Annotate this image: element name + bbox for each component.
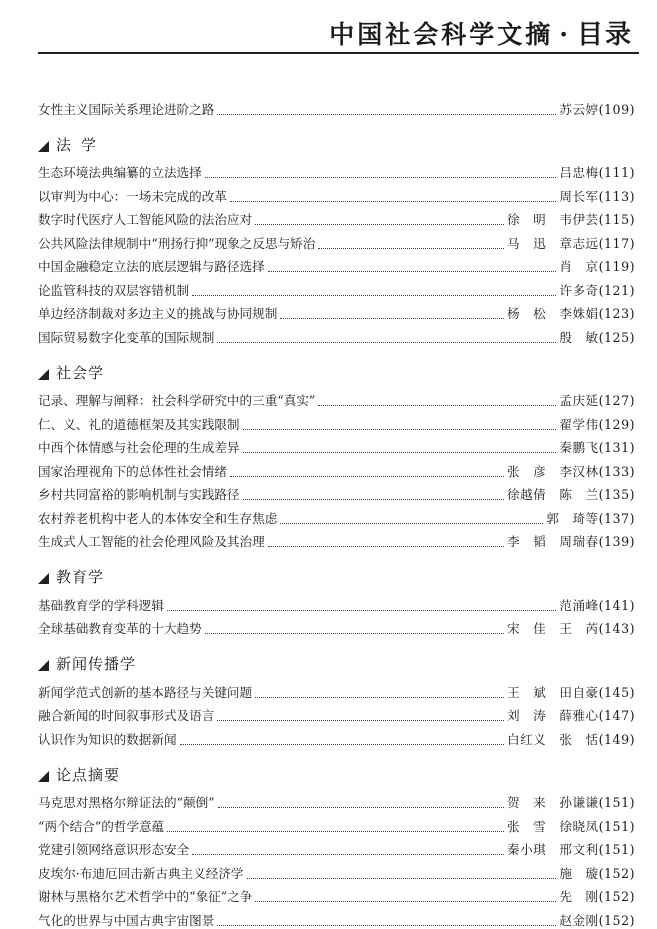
entry-title: 公共风险法律规制中“刑扬行抑”现象之反思与矫治 xyxy=(38,235,316,251)
toc-entry[interactable] xyxy=(38,158,635,182)
entry-page: (133) xyxy=(598,463,635,479)
leader-dots xyxy=(217,719,504,721)
entry-author: 徐 明 韦伊芸 xyxy=(506,212,599,227)
entry-author: 李 韬 周瑞春 xyxy=(506,534,599,549)
entry-page: (129) xyxy=(598,416,635,432)
entry-author: 宋 佳 王 芮 xyxy=(506,621,599,636)
leader-dots xyxy=(255,696,504,698)
section-name: 法学 xyxy=(56,135,107,154)
section-name: 论点摘要 xyxy=(56,765,121,784)
leader-dots xyxy=(255,223,504,225)
entry-author: 徐越倩 陈 兰 xyxy=(506,487,599,502)
toc-entry[interactable] xyxy=(38,94,635,118)
leader-dots xyxy=(205,176,557,178)
entry-author-page xyxy=(559,102,635,118)
toc-entry[interactable] xyxy=(38,858,635,882)
entry-author: 秦小琪 邢文利 xyxy=(506,842,599,857)
section-name: 社会学 xyxy=(56,363,105,382)
entry-author-page xyxy=(507,732,635,748)
toc-entry[interactable] xyxy=(38,433,635,457)
entry-page: (152) xyxy=(598,865,635,881)
entry-author: 周长军 xyxy=(559,188,599,204)
toc-entry[interactable] xyxy=(38,882,635,906)
entry-page: (143) xyxy=(598,621,635,636)
entry-title: 单边经济制裁对多边主义的挑战与协同规制 xyxy=(38,306,278,321)
entry-title: 全球基础教育变革的十大趋势 xyxy=(38,621,202,636)
triangle-marker-icon xyxy=(38,573,49,584)
leader-dots xyxy=(180,743,504,745)
entry-author-page xyxy=(507,842,635,858)
journal-name: 中国社会科学文摘 xyxy=(329,20,554,49)
entry-page: (151) xyxy=(598,818,635,834)
toc-entry[interactable] xyxy=(38,724,635,748)
header-rule xyxy=(38,52,639,54)
leader-dots xyxy=(192,294,556,296)
section-heading xyxy=(38,754,635,788)
entry-author-page xyxy=(559,165,635,181)
toc-entry[interactable] xyxy=(38,788,635,812)
toc-entry[interactable] xyxy=(38,677,635,701)
leader-dots xyxy=(255,900,556,902)
toc-entry[interactable] xyxy=(38,181,635,205)
toc-entry[interactable] xyxy=(38,275,635,299)
entry-title: 皮埃尔·布迪厄回击新古典主义经济学 xyxy=(38,865,244,881)
entry-author: 苏云婷 xyxy=(559,101,599,117)
header-separator: · xyxy=(559,20,571,49)
entry-page: (117) xyxy=(598,235,635,251)
entry-title: 仁、义、礼的道德框架及其实践限制 xyxy=(38,416,240,432)
entry-author: 白红义 张 恬 xyxy=(506,731,599,747)
entry-page: (145) xyxy=(598,684,635,700)
entry-page: (125) xyxy=(598,329,635,345)
entry-author-page xyxy=(507,306,635,322)
entry-page: (123) xyxy=(598,306,635,321)
leader-dots xyxy=(280,522,543,524)
entry-author: 翟学伟 xyxy=(559,416,599,432)
entry-page: (127) xyxy=(598,393,635,408)
entry-title: 融合新闻的时间叙事形式及语言 xyxy=(38,708,215,723)
toc-entry[interactable] xyxy=(38,527,635,551)
entry-author: 杨 松 李姝娟 xyxy=(506,306,599,321)
leader-dots xyxy=(218,806,504,808)
entry-page: (135) xyxy=(598,487,635,502)
header-section-name: 目录 xyxy=(576,20,633,50)
toc-entry[interactable] xyxy=(38,811,635,835)
triangle-marker-icon xyxy=(38,771,49,782)
entry-author-page xyxy=(559,330,635,346)
entry-author: 刘 涛 薛雅心 xyxy=(506,708,599,723)
entry-author-page xyxy=(546,511,635,527)
entry-page: (115) xyxy=(598,212,635,227)
entry-page: (151) xyxy=(598,795,635,810)
entry-author-page xyxy=(559,283,635,299)
toc-entry[interactable] xyxy=(38,614,635,638)
entry-author-page xyxy=(507,819,635,835)
entry-author-page xyxy=(507,212,635,228)
entry-author: 许多奇 xyxy=(559,282,599,298)
section-name: 教育学 xyxy=(56,568,105,586)
leader-dots xyxy=(205,632,504,634)
leader-dots xyxy=(230,475,504,477)
entry-page: (137) xyxy=(598,510,635,526)
entry-author-page xyxy=(507,621,635,637)
triangle-marker-icon xyxy=(38,369,49,380)
entry-author: 范涌峰 xyxy=(559,597,599,613)
entry-title: 认识作为知识的数据新闻 xyxy=(38,731,177,747)
leader-dots xyxy=(318,247,504,249)
toc-entry[interactable] xyxy=(38,386,635,410)
toc-entry[interactable] xyxy=(38,701,635,725)
leader-dots xyxy=(247,877,557,879)
entry-title: 国际贸易数字化变革的国际规制 xyxy=(38,329,215,345)
entry-author: 赵金刚 xyxy=(559,912,599,928)
entry-author-page xyxy=(507,236,635,252)
leader-dots xyxy=(192,853,504,855)
entry-title: 以审判为中心：一场未完成的改革 xyxy=(38,188,227,204)
entry-author: 施 璇 xyxy=(559,865,599,881)
entry-author-page xyxy=(559,259,635,275)
entry-page: (119) xyxy=(598,259,635,274)
entry-title: 生成式人工智能的社会伦理风险及其治理 xyxy=(38,534,265,549)
entry-author: 孟庆延 xyxy=(559,393,599,408)
triangle-marker-icon xyxy=(38,141,49,152)
triangle-marker-icon xyxy=(38,660,49,671)
entry-title: 数字时代医疗人工智能风险的法治应对 xyxy=(38,212,253,227)
entry-author-page xyxy=(559,889,635,905)
entry-author-page xyxy=(559,913,635,929)
section-name: 新闻传播学 xyxy=(56,655,137,673)
entry-title: 生态环境法典编纂的立法选择 xyxy=(38,165,202,180)
entry-author: 贺 来 孙谦谦 xyxy=(506,795,599,810)
entry-author-page xyxy=(507,795,635,811)
entry-page: (147) xyxy=(598,708,635,723)
leader-dots xyxy=(217,113,556,115)
leader-dots xyxy=(268,545,504,547)
page-header-title xyxy=(329,14,633,51)
entry-page: (111) xyxy=(598,165,635,180)
leader-dots xyxy=(280,317,504,319)
entry-author-page xyxy=(507,708,635,724)
entry-title: 气化的世界与中国古典宇宙图景 xyxy=(38,912,215,928)
leader-dots xyxy=(217,924,556,926)
entry-author-page xyxy=(507,685,635,701)
entry-author: 马 迅 章志远 xyxy=(506,235,599,251)
leader-dots xyxy=(243,428,557,430)
leader-dots xyxy=(318,404,556,406)
toc-entry[interactable] xyxy=(38,456,635,480)
toc-entry[interactable] xyxy=(38,480,635,504)
entry-page: (149) xyxy=(598,731,635,747)
section-heading xyxy=(38,352,635,386)
entry-title: 农村养老机构中老人的本体安全和生存焦虑 xyxy=(38,510,278,526)
entry-title: 国家治理视角下的总体性社会情绪 xyxy=(38,463,227,479)
entry-page: (113) xyxy=(598,188,635,204)
entry-title: “两个结合”的哲学意蕴 xyxy=(38,818,165,834)
leader-dots xyxy=(243,451,557,453)
section-heading xyxy=(38,643,635,677)
leader-dots xyxy=(268,270,557,272)
entry-author: 张 彦 李汉林 xyxy=(506,463,599,479)
leader-dots xyxy=(243,498,504,500)
entry-author-page xyxy=(559,189,635,205)
entry-title: 党建引领网络意识形态安全 xyxy=(38,842,190,857)
entry-author-page xyxy=(559,440,635,456)
toc-entry[interactable] xyxy=(38,228,635,252)
entry-title: 马克思对黑格尔辩证法的“颠倒” xyxy=(38,795,215,810)
entry-page: (121) xyxy=(598,282,635,298)
toc-entry[interactable] xyxy=(38,409,635,433)
entry-author: 先 刚 xyxy=(559,889,599,904)
entry-author-page xyxy=(559,598,635,614)
entry-author: 张 雪 徐晓凤 xyxy=(506,818,599,834)
leader-dots xyxy=(167,609,556,611)
leader-dots xyxy=(230,200,556,202)
entry-title: 论监管科技的双层容错机制 xyxy=(38,282,190,298)
entry-page: (152) xyxy=(598,912,635,928)
entry-page: (139) xyxy=(598,534,635,549)
leader-dots xyxy=(167,830,504,832)
toc-entry[interactable] xyxy=(38,503,635,527)
toc-entry[interactable] xyxy=(38,835,635,859)
toc-entry[interactable] xyxy=(38,205,635,229)
entry-author: 王 斌 田自豪 xyxy=(506,684,599,700)
toc-entry[interactable] xyxy=(38,590,635,614)
entry-title: 记录、理解与阐释：社会科学研究中的三重“真实” xyxy=(38,393,316,408)
toc-entry[interactable] xyxy=(38,322,635,346)
entry-title: 新闻学范式创新的基本路径与关键问题 xyxy=(38,684,253,700)
entry-author-page xyxy=(559,417,635,433)
entry-author: 肖 京 xyxy=(559,259,599,274)
entry-page: (141) xyxy=(598,597,635,613)
entry-title: 中西个体情感与社会伦理的生成差异 xyxy=(38,440,240,455)
entry-title: 乡村共同富裕的影响机制与实践路径 xyxy=(38,487,240,502)
section-heading xyxy=(38,556,635,590)
entry-title: 中国金融稳定立法的底层逻辑与路径选择 xyxy=(38,259,265,274)
leader-dots xyxy=(217,341,556,343)
entry-author-page xyxy=(507,534,635,550)
entry-page: (151) xyxy=(598,842,635,857)
entry-author: 吕忠梅 xyxy=(559,165,599,180)
toc-entry[interactable] xyxy=(38,905,635,929)
toc-entry[interactable] xyxy=(38,299,635,323)
entry-title: 谢林与黑格尔艺术哲学中的“象征”之争 xyxy=(38,889,253,904)
table-of-contents xyxy=(38,94,635,929)
entry-author-page xyxy=(507,464,635,480)
entry-author-page xyxy=(559,393,635,409)
entry-author: 秦鹏飞 xyxy=(559,440,599,455)
toc-entry[interactable] xyxy=(38,252,635,276)
entry-page: (109) xyxy=(598,101,635,117)
entry-title: 女性主义国际关系理论进阶之路 xyxy=(38,101,215,117)
entry-author: 郭 琦等 xyxy=(546,510,599,526)
entry-page: (152) xyxy=(598,889,635,904)
entry-author-page xyxy=(507,487,635,503)
entry-title: 基础教育学的学科逻辑 xyxy=(38,597,164,613)
section-heading xyxy=(38,124,635,158)
entry-page: (131) xyxy=(598,440,635,455)
entry-author-page xyxy=(559,866,635,882)
entry-author: 殷 敏 xyxy=(559,329,599,345)
